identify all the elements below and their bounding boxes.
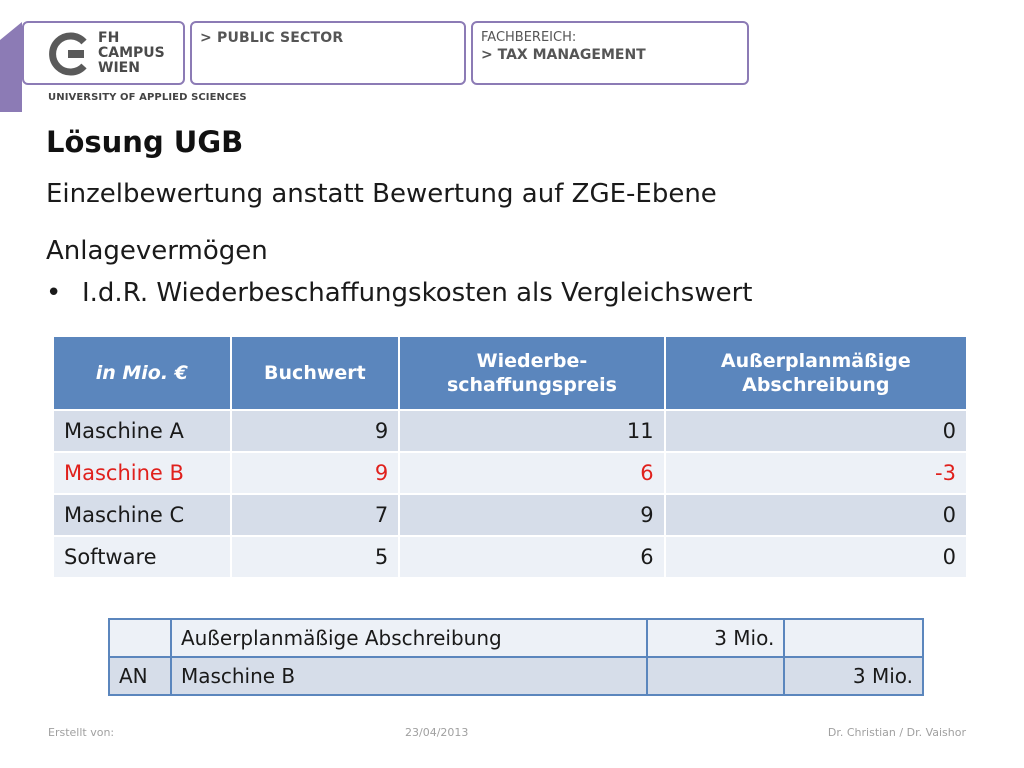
public-sector-box[interactable] [190,21,466,85]
row-abschreibung: 0 [665,494,967,536]
table-header-row [53,336,967,410]
header-wiederbeschaffungspreis [399,336,664,410]
header-wbp-line1: Wiederbe- [476,350,588,372]
footer-created-by: Erstellt von: [48,726,115,739]
table-row [53,410,967,452]
fachbereich-box[interactable] [471,21,749,85]
row-label: Software [53,536,231,578]
row-abschreibung: -3 [665,452,967,494]
logo-line-1: FH [98,30,120,46]
booking-text: Maschine B [171,657,647,695]
section-heading: Anlagevermögen [46,236,268,266]
row-label: Maschine A [53,410,231,452]
table-row-highlighted [53,452,967,494]
row-buchwert: 5 [231,536,400,578]
logo-line-2: CAMPUS [98,45,165,61]
row-buchwert: 9 [231,410,400,452]
table-row [53,494,967,536]
row-abschreibung: 0 [665,536,967,578]
booking-account [109,619,171,657]
logo-box[interactable] [22,21,185,85]
footer-date: 23/04/2013 [405,726,469,739]
row-label: Maschine B [53,452,231,494]
booking-row [109,657,923,695]
logo-line-3: WIEN [98,60,140,76]
fachbereich-label: FACHBEREICH: [481,30,577,45]
bullet-text: I.d.R. Wiederbeschaffungskosten als Vergleichswert [82,278,753,308]
table-row [53,536,967,578]
bullet-item [46,278,752,308]
public-sector-label: > PUBLIC SECTOR [200,30,344,46]
row-preis: 9 [399,494,664,536]
row-label: Maschine C [53,494,231,536]
header-wbp-line2: schaffungspreis [446,374,617,396]
booking-row [109,619,923,657]
booking-text: Außerplanmäßige Abschreibung [171,619,647,657]
fachbereich-value: > TAX MANAGEMENT [481,47,646,63]
fh-campus-logo-icon [48,32,92,76]
booking-credit [784,619,923,657]
booking-table [108,618,924,696]
booking-debit [647,657,785,695]
header-in-mio: in Mio. € [53,336,231,410]
row-buchwert: 9 [231,452,400,494]
bullet-icon: • [46,278,62,308]
row-abschreibung: 0 [665,410,967,452]
row-preis: 11 [399,410,664,452]
row-buchwert: 7 [231,494,400,536]
booking-account: AN [109,657,171,695]
header-ab-line2: Abschreibung [742,374,890,396]
valuation-table [52,335,968,579]
footer-authors: Dr. Christian / Dr. Vaishor [827,726,966,739]
slide-title: Lösung UGB [46,125,244,159]
row-preis: 6 [399,536,664,578]
booking-credit: 3 Mio. [784,657,923,695]
university-label: UNIVERSITY OF APPLIED SCIENCES [48,92,247,103]
booking-debit: 3 Mio. [647,619,785,657]
row-preis: 6 [399,452,664,494]
slide-subtitle: Einzelbewertung anstatt Bewertung auf ZGE-Ebene [46,179,717,209]
logo-text [98,31,165,76]
header-buchwert: Buchwert [231,336,400,410]
corner-decoration [0,0,24,112]
header-abschreibung [665,336,967,410]
header-ab-line1: Außerplanmäßige [720,350,911,372]
